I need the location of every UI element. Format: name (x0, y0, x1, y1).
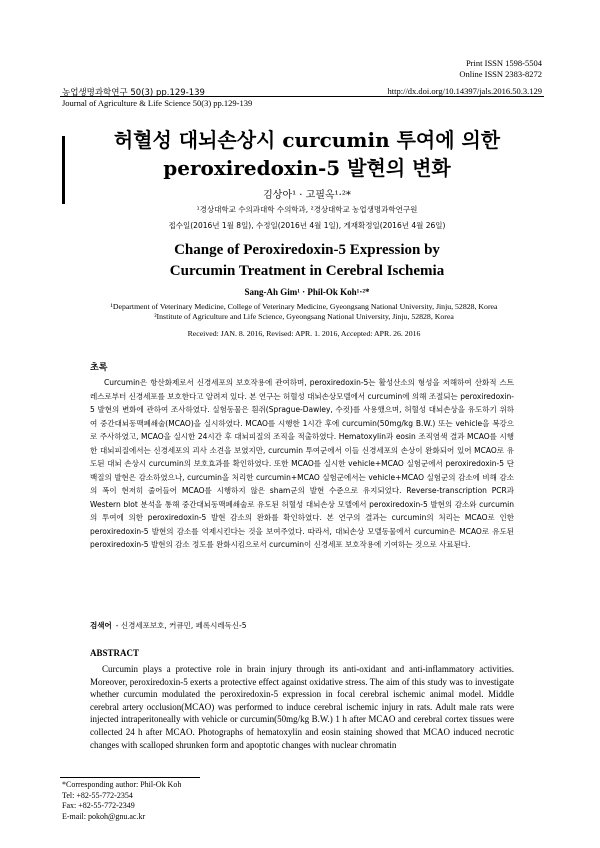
affiliation-en (64, 302, 544, 322)
dates-kr: 접수일(2016년 1월 8일), 수정일(2016년 4월 1일), 게재확정일(2016년 4월 26일) (168, 221, 446, 230)
authors-en: Sang-Ah Gim¹ · Phil-Ok Koh¹·²* (244, 287, 370, 297)
footnote (62, 780, 181, 822)
title-kr-line2: peroxiredoxin-5 발현의 변화 (163, 156, 451, 180)
doi-link[interactable]: http://dx.doi.org/10.14397/jals.2016.50.3.129 (387, 86, 542, 96)
affiliation-en-line1: ¹Department of Veterinary Medicine, College of Veterinary Medicine, Gyeongsang National University, Jinju, 52828, Korea (110, 302, 498, 311)
abstract-kr-body: Curcumin은 항산화제로서 신경세포의 보호작용에 관여하며, peroxiredoxin-5는 활성산소의 형성을 저해하여 산화적 스트레스로부터 신경세포를 보호한다고 알려져 있다. 본 연구는 허혈성 대뇌손상모델에서 curcumin에 의해 조절되는 peroxiredoxin-5 발현의 변화에 관하여 조사하였다. 실험동물은 흰쥐(Sprague-Dawley, 수컷)를 사용했으며, 허혈성 대뇌손상을 유도하기 위하여 중간대뇌동맥폐쇄술(MCAO)을 실시하였다. MCAO를 시행한 1시간 후에 curcumin(50mg/kg B.W.) 또는 vehicle을 복강으로 주사하였고, MCAO을 실시한 24시간 후 대뇌피질의 조직을 적출하였다. Hematoxylin과 eosin 조직염색 결과 MCAO를 시행한 대뇌피질에서는 신경세포의 괴사 소견을 보였지만, curcumin 투여군에서 이들 신경세포의 손상이 완화되어 있어 MCAO로 유도된 대뇌 손상시 curcumin의 보호효과를 확인하였다. 또한 MCAO를 실시한 vehicle+MCAO 실험군에서 peroxiredoxin-5 단백질의 발현은 감소하였으나, curcumin을 처리한 curcumin+MCAO 실험군에서는 vehicle+MCAO 실험군의 감소에 비해 감소의 폭이 현저히 줄어들어 MCAO를 시행하지 않은 sham군의 발현 수준으로 유지되었다. Reverse-transcription PCR과 Western blot 분석을 통해 중간대뇌동맥폐쇄술로 유도된 허혈성 대뇌손상 모델에서 peroxiredoxin-5 발현의 감소와 curcumin의 투여에 의한 peroxiredoxin-5 발현 감소의 완화를 확인하였다. 본 연구의 결과는 curcumin의 처리는 MCAO로 인한 peroxiredoxin-5 발현의 감소를 억제시킨다는 것을 보여주었다. 따라서, 대뇌손상 모델동물에서 curcumin은 MCAO로 유도된 peroxiredoxin-5 발현의 감소 정도를 완화시킴으로서 curcumin이 신경세포 보호작용에 기여하는 것으로 사료된다. (90, 378, 514, 549)
issn-block (459, 58, 542, 80)
affiliation-en-line2: ²Institute of Agriculture and Life Science, Gyeongsang National University, Jinju, 52828, Korea (154, 312, 454, 321)
title-kr-line1: 허혈성 대뇌손상시 curcumin 투여에 의한 (113, 128, 501, 152)
abstract-en-heading: ABSTRACT (90, 648, 140, 658)
corresponding-author: *Corresponding author: Phil-Ok Koh (62, 780, 182, 789)
fax: Fax: +82-55-772-2349 (62, 801, 135, 810)
title-en-line1: Change of Peroxiredoxin-5 Expression by (174, 242, 440, 258)
journal-name-kr: 농업생명과학연구 50(3) pp.129-139 (62, 88, 205, 98)
email[interactable]: E-mail: pokoh@gnu.ac.kr (62, 811, 146, 821)
authors-kr: 김상아¹ · 고필옥¹·²* (263, 190, 351, 201)
print-issn: Print ISSN 1598-5504 (465, 58, 542, 68)
tel: Tel: +82-55-772-2354 (62, 790, 133, 800)
title-en-line2: Curcumin Treatment in Cerebral Ischemia (169, 263, 445, 279)
title-en (70, 240, 544, 282)
header-rule (60, 96, 544, 97)
dates-en: Received: JAN. 8. 2016, Revised: APR. 1. 2016, Accepted: APR. 26. 2016 (187, 329, 421, 338)
abstract-en-body: Curcumin plays a protective role in brain injury through its anti-oxidant and anti-inflammatory activities. Moreover, peroxiredoxin-5 exerts a protective effect against oxidative stress. The aim of this study was to investigate whether curcumin modulated the peroxiredoxin-5 expression in focal cerebral ischemic animal model. Middle cerebral artery occlusion(MCAO) was performed to induce cerebral ischemic injury in rats. Adult male rats were injected intraperitoneally with vehicle or curcumin(50mg/kg B.W.) 1 h after MCAO and cerebral cortex tissues were collected 24 h after MCAO. Photographs of hematoxylin and eosin staining showed that MCAO induced necrotic changes with scalloped shrunken form and apoptotic changes with nuclear chromatin (90, 664, 514, 750)
online-issn: Online ISSN 2383-8272 (459, 69, 542, 79)
footnote-rule (60, 777, 200, 778)
keywords-kr-label: 검색어 (90, 621, 112, 630)
title-kr (70, 126, 544, 182)
title-side-bar (62, 136, 65, 204)
affiliation-kr: ¹경상대학교 수의과대학 수의학과, ²경상대학교 농업생명과학연구원 (196, 205, 418, 214)
keywords-kr (90, 620, 247, 631)
abstract-kr-heading: 초록 (90, 363, 108, 373)
journal-name-en: Journal of Agriculture & Life Science 50(3) pp.129-139 (62, 98, 253, 108)
keywords-kr-value: - 신경세포보호, 커큐민, 페록시레독신-5 (115, 621, 247, 630)
